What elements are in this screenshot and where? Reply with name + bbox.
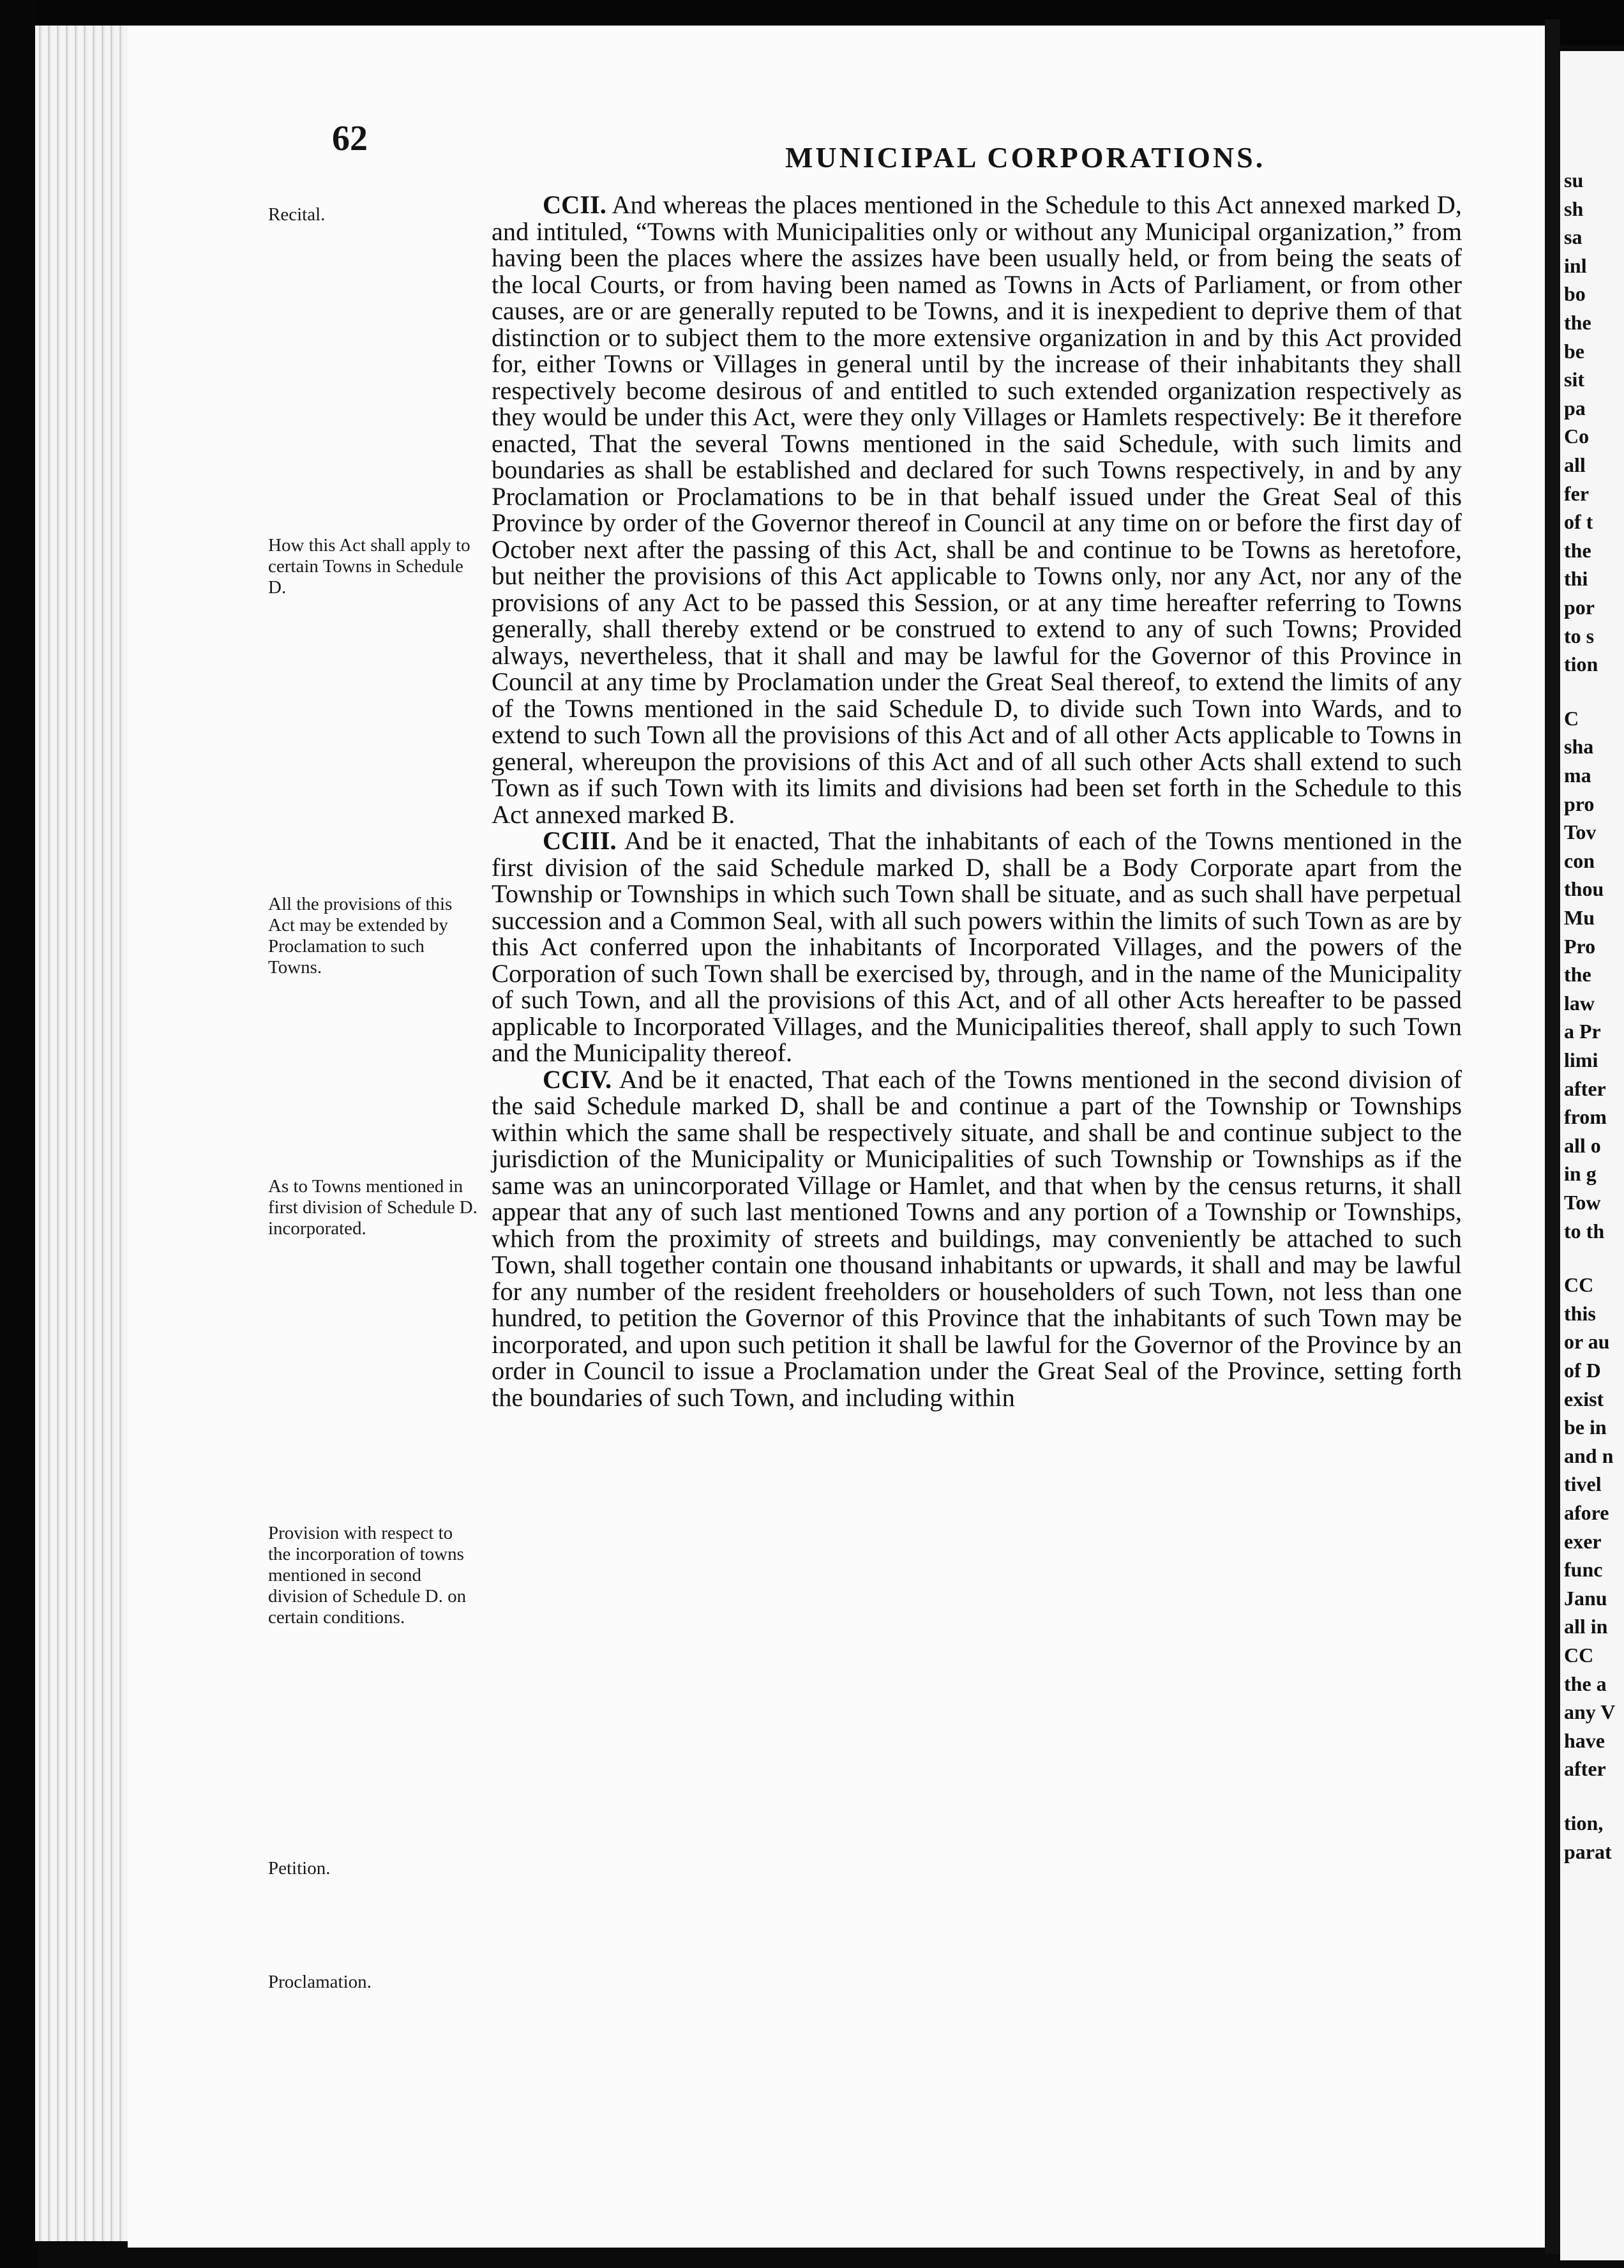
- next-page-fragment: ma: [1564, 764, 1591, 787]
- page-number: 62: [332, 119, 368, 158]
- next-page-fragment: tion,: [1564, 1811, 1604, 1834]
- page-gutter: [1545, 19, 1560, 2254]
- next-page-fragment: law: [1564, 991, 1595, 1015]
- next-page-fragment: inl: [1564, 253, 1587, 277]
- next-page-fragment: after: [1564, 1757, 1606, 1781]
- next-page-fragment: of D: [1564, 1359, 1601, 1382]
- next-page-fragment: the: [1564, 311, 1591, 334]
- next-page-edge: [1560, 51, 1624, 2260]
- next-page-fragment: afore: [1564, 1501, 1609, 1524]
- next-page-fragment: be in: [1564, 1416, 1607, 1439]
- margin-note-recital: Recital.: [268, 204, 326, 225]
- next-page-fragment: pa: [1564, 396, 1586, 420]
- next-page-fragment: parat: [1564, 1840, 1612, 1863]
- next-page-fragment: the a: [1564, 1672, 1607, 1695]
- margin-note-proclamation: Proclamation.: [268, 1972, 372, 1992]
- section-text: And be it enacted, That the inhabitants of each of the Towns mentioned in the first division of the said Schedule marked D, shall be a Body Corporate apart from the Township or Townships in which such Town shall be situate, and as such shall have perpetual succession and a Common Seal, with all such powers within the limits of such Town as are by this Act conferred upon the inhabitants of Incorporated Villages, and the powers of the Corporation of such Town shall be exercised by, through, and in the name of the Municipality of such Town, and all the provisions of this Act, and of all other Acts hereafter to be passed applicable to Incorporated Villages, and the Municipalities thereof, shall apply to such Town and the Municipality thereof.: [492, 826, 1462, 1067]
- margin-note-provisions-extended: All the provisions of this Act may be extended by Proclamation to such Towns.: [268, 894, 453, 978]
- next-page-fragment: fer: [1564, 481, 1590, 505]
- next-page-fragment: bo: [1564, 282, 1586, 306]
- next-page-fragment: limi: [1564, 1048, 1598, 1071]
- next-page-fragment: Tow: [1564, 1191, 1601, 1214]
- next-page-fragment: exist: [1564, 1387, 1604, 1410]
- margin-note-how-act-applies: How this Act shall apply to certain Towns in Schedule D.: [268, 535, 470, 598]
- next-page-fragment: sit: [1564, 368, 1584, 391]
- next-page-fragment: all o: [1564, 1133, 1601, 1157]
- next-page-fragment: the: [1564, 538, 1591, 562]
- next-page-fragment: Tov: [1564, 820, 1597, 844]
- next-page-fragment: Mu: [1564, 906, 1595, 929]
- body-text: [492, 192, 1462, 1410]
- section-cciii: [492, 828, 1462, 1066]
- next-page-fragment: su: [1564, 169, 1584, 192]
- next-page-fragment: tion: [1564, 653, 1598, 676]
- next-page-fragment: of t: [1564, 510, 1593, 534]
- next-page-fragment: sha: [1564, 735, 1594, 759]
- section-mark: CCIII.: [543, 826, 617, 855]
- next-page-fragment: sa: [1564, 225, 1583, 249]
- next-page-fragment: thou: [1564, 877, 1604, 901]
- next-page-fragment: to th: [1564, 1219, 1605, 1243]
- next-page-fragment: this: [1564, 1301, 1596, 1325]
- next-page-fragment: con: [1564, 849, 1595, 872]
- next-page-fragment: in g: [1564, 1162, 1597, 1186]
- margin-note-second-division: Provision with respect to the incorporation of towns mentioned in second division of Schedule D. on certain conditions.: [268, 1523, 467, 1628]
- next-page-fragment: or au: [1564, 1330, 1610, 1354]
- next-page-fragment: Pro: [1564, 934, 1596, 958]
- margin-note-first-division: As to Towns mentioned in first division of Schedule D. incorporated.: [268, 1176, 477, 1239]
- next-page-fragment: a Pr: [1564, 1020, 1601, 1043]
- next-page-fragment: por: [1564, 596, 1595, 619]
- next-page-fragment: after: [1564, 1077, 1606, 1100]
- next-page-fragment: have: [1564, 1728, 1605, 1752]
- next-page-fragment: to s: [1564, 624, 1595, 647]
- next-page-fragment: thi: [1564, 567, 1588, 591]
- next-page-fragment: the: [1564, 963, 1591, 987]
- next-page-fragment: from: [1564, 1105, 1607, 1129]
- next-page-fragment: sh: [1564, 197, 1584, 220]
- next-page-fragment: C: [1564, 706, 1579, 730]
- next-page-fragment: all in: [1564, 1615, 1608, 1638]
- next-page-fragment: be: [1564, 339, 1584, 363]
- running-head: MUNICIPAL CORPORATIONS.: [785, 141, 1266, 174]
- next-page-fragment: any V: [1564, 1700, 1616, 1724]
- next-page-fragment: tivel: [1564, 1472, 1602, 1496]
- section-mark: CCII.: [543, 190, 606, 219]
- section-cciv: [492, 1066, 1462, 1411]
- next-page-fragment: all: [1564, 453, 1586, 476]
- scan-border-left: [0, 0, 38, 2268]
- next-page-fragment: CC: [1564, 1273, 1594, 1297]
- next-page-fragment: and n: [1564, 1444, 1614, 1467]
- section-ccii: [492, 192, 1462, 828]
- section-text: And be it enacted, That each of the Towns mentioned in the second division of the said Schedule marked D, shall be and continue a part of the Township or Townships within which the same shall be respectively situate, and shall be and continue subject to the jurisdiction of the Municipality or Municipalities of such Township or Townships as if the same was an unincorporated Village or Hamlet, and that when by the census returns, it shall appear that any of such last mentioned Towns and any portion of a Township or Townships, which from the proximity of streets and buildings, may conveniently be attached to such Town, shall together contain one thousand inhabitants or upwards, it shall and may be lawful for any number of the resident freeholders or householders of such Town, not less than one hundred, to petition the Governor of this Province that the inhabitants of such Town may be incorporated, and upon such petition it shall be lawful for the Governor of the Province by an order in Council to issue a Proclamation under the Great Seal of the Province, setting forth the boundaries of such Town, and including within: [492, 1064, 1462, 1412]
- next-page-fragment: pro: [1564, 792, 1595, 815]
- next-page-fragment: exer: [1564, 1529, 1602, 1553]
- margin-note-petition: Petition.: [268, 1858, 331, 1879]
- next-page-fragment: Co: [1564, 425, 1590, 448]
- section-mark: CCIV.: [543, 1064, 612, 1094]
- next-page-fragment: CC: [1564, 1644, 1594, 1667]
- section-text: And whereas the places mentioned in the Schedule to this Act annexed marked D, and intituled, “Towns with Municipalities only or without any Municipal organization,” from having been the places where the assizes have been usually held, or from being the seats of the local Courts, or from having been named as Towns in Acts of Parliament, or from other causes, are or are generally reputed to be Towns, and it is inexpedient to deprive them of that distinction or to subject them to the more extensive organization in and by this Act provided for, either Towns or Villages in general until by the increase of their inhabitants they shall respectively become desirous of and entitled to such extended organization respectively as they would be under this Act, were they only Villages or Hamlets respectively: Be it therefore enacted, That the several Towns mentioned in the said Schedule, with such limits and boundaries as shall be established and declared for such Towns respectively, in and by any Proclamation or Proclamations to be in that behalf issued under the Great Seal of this Province by order of the Governor thereof in Council at any time on or before the first day of October next after the passing of this Act, shall be and continue to be Towns as heretofore, but neither the provisions of this Act applicable to Towns only, nor any Act, nor any of the provisions of any Act to be passed this Session, or at any time hereafter referring to Towns generally, shall thereby extend or be construed to extend to any of such Towns; Provided always, nevertheless, that it shall and may be lawful for the Governor of this Province in Council at any time by Proclamation under the Great Seal thereof, to extend the limits of any of the Towns mentioned in the said Schedule D, to divide such Town into Wards, and to extend to such Town all the provisions of this Act and of all other Acts applicable to Towns in general, whereupon the provisions of this Act and of all such other Acts shall extend to such Town as if such Town with its limits and divisions had been set forth in the Schedule to this Act annexed marked B.: [492, 190, 1462, 829]
- next-page-fragment: func: [1564, 1558, 1603, 1582]
- next-page-fragment: Janu: [1564, 1586, 1607, 1610]
